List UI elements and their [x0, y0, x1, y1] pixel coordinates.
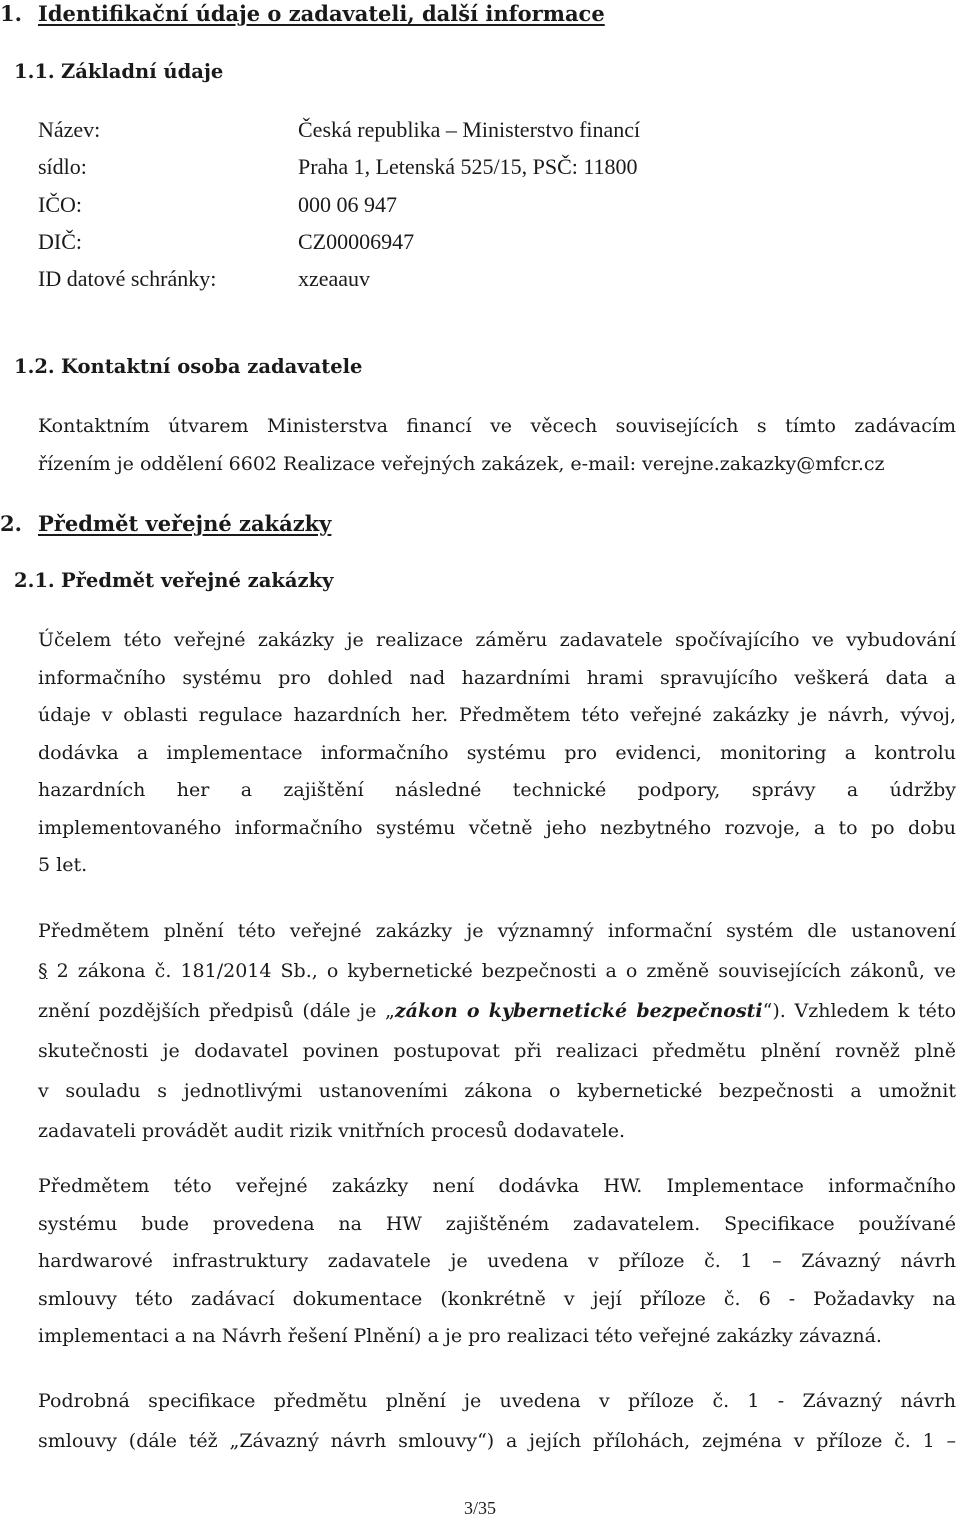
heading-1-1: [14, 58, 223, 86]
info-row-sidlo: [38, 152, 938, 182]
text-line: smlouvy této zadávací dokumentace (konkrétně v její příloze č. 6 - Požadavky na: [38, 1287, 956, 1310]
text-line: Podrobná specifikace předmětu plnění je uvedena v příloze č. 1 - Závazný návrh: [38, 1390, 956, 1412]
heading-2-1: [14, 567, 333, 595]
text-line: Předmětem plnění této veřejné zakázky je významný informační systém dle ustanovení: [38, 920, 956, 942]
paragraph-specification: [38, 1381, 956, 1461]
paragraph-hardware: [38, 1168, 956, 1356]
info-value: Česká republika – Ministerstvo financí: [298, 117, 641, 142]
heading-1-2-title: Kontaktní osoba zadavatele: [61, 355, 363, 378]
text-line: údaje v oblasti regulace hazardních her. Předmětem této veřejné zakázky je návrh, vývoj,: [38, 704, 956, 726]
heading-1-number: 1.: [0, 1, 22, 26]
text-line: v souladu s jednotlivými ustanoveními zákona o kybernetické bezpečnosti a umožnit: [38, 1080, 956, 1102]
heading-2-title: Předmět veřejné zakázky: [38, 511, 332, 536]
text-segment: “). Vzhledem k této: [762, 1000, 956, 1022]
heading-1-2-number: 1.2.: [14, 355, 55, 378]
heading-2: [0, 510, 331, 538]
info-value: xzeaauv: [298, 266, 371, 291]
text-line: Účelem této veřejné zakázky je realizace záměru zadavatele spočívajícího ve vybudování: [38, 629, 956, 651]
heading-1-2: [14, 353, 362, 381]
text-line: 5 let.: [38, 854, 88, 876]
heading-2-1-title: Předmět veřejné zakázky: [61, 569, 334, 592]
text-line: dodávka a implementace informačního systému pro evidenci, monitoring a kontrolu: [38, 741, 956, 764]
info-label: sídlo:: [38, 154, 87, 179]
section-sign: §: [38, 960, 48, 982]
law-reference: 2 zákona č. 181/2014 Sb.: [47, 960, 312, 982]
text-line: implementaci a na Návrh řešení Plnění) a je pro realizaci této veřejné zakázky závazná.: [38, 1325, 882, 1347]
info-label: Název:: [38, 117, 101, 142]
text-line: Předmětem této veřejné zakázky není dodávka HW. Implementace informačního: [38, 1175, 956, 1197]
text-line: [38, 991, 956, 1031]
text-line: zadavateli provádět audit rizik vnitřních procesů dodavatele.: [38, 1120, 626, 1142]
text-line: smlouvy (dále též „Závazný návrh smlouvy“) a jejích přílohách, zejména v příloze č. 1 –: [38, 1430, 956, 1452]
text-line: informačního systému pro dohled nad hazardními hrami spravujícího veškerá data a: [38, 666, 956, 689]
text-line: implementovaného informačního systému včetně jeho nezbytného rozvoje, a to po dobu: [38, 816, 956, 839]
text-line: [38, 446, 956, 484]
contact-text: řízením je oddělení 6602 Realizace veřejných zakázek, e-mail: verejne.zakazky@mfcr.cz: [38, 452, 885, 475]
info-row-datova-schranka: [38, 264, 938, 294]
info-label: DIČ:: [38, 229, 82, 254]
heading-1-1-title: Základní údaje: [61, 60, 224, 83]
info-row-dic: [38, 227, 938, 257]
info-value: 000 06 947: [298, 192, 397, 217]
paragraph-cybersecurity: [38, 911, 956, 1151]
heading-1: [0, 0, 605, 28]
info-value: CZ00006947: [298, 229, 415, 254]
info-value: Praha 1, Letenská 525/15, PSČ: 11800: [298, 154, 638, 179]
heading-1-1-number: 1.1.: [14, 60, 55, 83]
contact-paragraph: [38, 408, 956, 483]
heading-2-1-number: 2.1.: [14, 569, 55, 592]
text-line: [38, 951, 956, 991]
heading-1-title: Identifikační údaje o zadavateli, další informace: [38, 1, 605, 26]
info-row-ico: [38, 190, 938, 220]
info-row-nazev: [38, 115, 938, 145]
text-line: systému bude provedena na HW zajištěném zadavatelem. Specifikace používané: [38, 1212, 956, 1235]
text-line: hazardních her a zajištění následné technické podpory, správy a údržby: [38, 779, 956, 801]
text-segment: znění pozdějších předpisů (dále je „: [38, 1000, 395, 1022]
defined-term: zákon o kybernetické bezpečnosti: [394, 1000, 763, 1022]
text-line: skutečnosti je dodavatel povinen postupovat při realizaci předmětu plnění rovněž plně: [38, 1040, 956, 1062]
info-label: IČO:: [38, 192, 82, 217]
info-label: ID datové schránky:: [38, 266, 217, 291]
text-line: hardwarové infrastruktury zadavatele je uvedena v příloze č. 1 – Závazný návrh: [38, 1250, 956, 1272]
page-number: 3/35: [463, 1498, 496, 1518]
text-line: Kontaktním útvarem Ministerstva financí ve věcech souvisejících s tímto zadávacím: [38, 415, 956, 437]
paragraph-purpose: [38, 622, 956, 885]
text-segment: , o kybernetické bezpečnosti a o změně souvisejících zákonů, ve: [311, 960, 956, 982]
heading-2-number: 2.: [0, 511, 22, 536]
